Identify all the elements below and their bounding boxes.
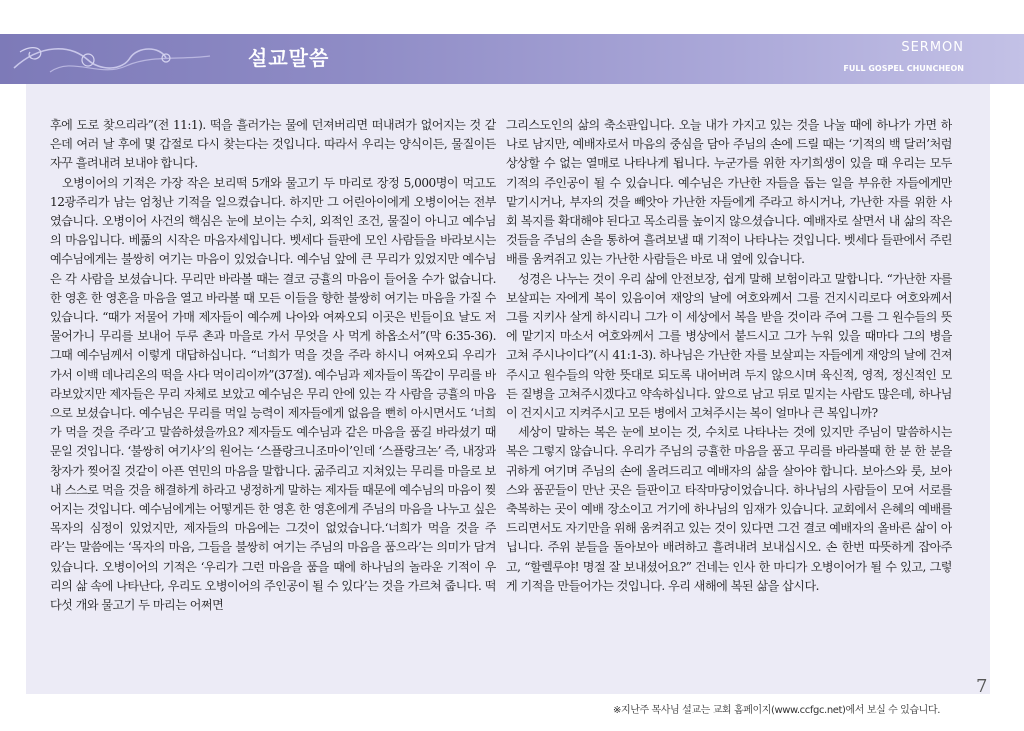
paragraph: 후에 도로 찾으리라”(전 11:1). 떡을 흘러가는 물에 던져버리면 떠내려가 없어지는 것 같은데 여러 날 후에 몇 갑절로 다시 찾는다는 것입니다. 따라서 우리는 양식이든, 물질이든 자꾸 흘려내려 보내야 합니다. <box>50 118 496 171</box>
footnote: ※지난주 목사님 설교는 교회 홈페이지(www.ccfgc.net)에서 보실 수 있습니다. <box>612 705 940 716</box>
right-column <box>506 116 952 596</box>
paragraph: 성경은 나누는 것이 우리 삶에 안전보장, 쉽게 말해 보험이라고 말합니다. “가난한 자를 보살피는 자에게 복이 있음이여 재앙의 날에 여호와께서 그를 건지시리로다 여호와께서 그를 지키사 살게 하시리니 그가 이 세상에서 복을 받을 것이라 주여 그를 그 원수들의 뜻에 맡기지 마소서 여호와께서 그를 병상에서 붙드시고 그가 누워 있을 때마다 그의 병을 고쳐 주시나이다”(시 41:1-3). 하나님은 가난한 자를 보살피는 자들에게 재앙의 날에 건져주시고 원수들의 악한 뜻대로 되도록 내어버려 두지 않으시며 육신적, 영적, 정신적인 모든 질병을 고쳐주시겠다고 약속하십니다. 앞으로 남고 뒤로 밑지는 사람도 많은데, 하나님이 건지시고 지켜주시고 모든 병에서 고쳐주시는 복이 얼마나 큰 복입니까? <box>506 271 952 421</box>
paragraph: 세상이 말하는 복은 눈에 보이는 것, 수치로 나타나는 것에 있지만 주님이 말씀하시는 복은 그렇지 않습니다. 우리가 주님의 긍휼한 마음을 품고 무리를 바라볼때 한 분 한 분을 귀하게 여기며 주님의 손에 올려드리고 예배자의 삶을 살아야 합니다. 보아스와 룻, 보아스와 품꾼들이 만난 곳은 들판이고 타작마당이었습니다. 하나님의 사람들이 모여 서로를 축복하는 곳이 예배 장소이고 거기에 하나님의 임재가 있습니다. 교회에서 은혜의 예배를 드리면서도 자기만을 위해 움켜쥐고 있는 것이 있다면 그건 결코 예배자의 올바른 삶이 아닙니다. 주위 분들을 돌아보아 배려하고 흘려내려 보내십시오. 손 한번 따뜻하게 잡아주고, “할렐루야! 명절 잘 보내셨어요?” 건네는 인사 한 마디가 오병이어가 될 수 있고, 그렇게 기적을 만들어가는 것입니다. 우리 새해에 복된 삶을 삽시다. <box>506 425 952 593</box>
paragraph: 오병이어의 기적은 가장 작은 보리떡 5개와 물고기 두 마리로 장정 5,000명이 먹고도 12광주리가 남는 엄청난 기적을 일으켰습니다. 하지만 그 어린아이에게 오병이어는 전부였습니다. 오병이어 사건의 핵심은 눈에 보이는 수치, 외적인 조건, 물질이 아니고 예수님의 마음입니다. 베풂의 시작은 마음자세입니다. 벳세다 들판에 모인 사람들을 바라보시는 예수님에게는 불쌍히 여기는 마음이 있었습니다. 예수님 앞에 큰 무리가 있었지만 예수님은 각 사람을 보셨습니다. 무리만 바라볼 때는 결코 긍휼의 마음이 들어올 수가 없습니다. 한 영혼 한 영혼을 마음을 열고 바라볼 때 모든 이들을 향한 불쌍히 여기는 마음을 가질 수 있습니다. “때가 저물어 가매 제자들이 예수께 나아와 여짜오되 이곳은 빈들이요 날도 저물어가니 무리를 보내어 두루 촌과 마을로 가서 무엇을 사 먹게 하옵소서”(막 6:35-36). 그때 예수님께서 이렇게 대답하십니다. “너희가 먹을 것을 주라 하시니 여짜오되 우리가 가서 이백 데나리온의 떡을 사다 먹이리이까”(37절). 예수님과 제자들이 똑같이 무리를 바라보았지만 제자들은 무리 자체로 보았고 예수님은 무리 안에 있는 각 사람을 긍휼의 마음으로 보셨습니다. 예수님은 무리를 먹일 능력이 제자들에게 없음을 뻔히 아시면서도 ‘너희가 먹을 것을 주라’고 말씀하셨을까요? 제자들도 예수님과 같은 마음을 품길 바라셨기 때문일 것입니다. ‘불쌍히 여기사’의 원어는 ‘스플랑크니조마이’인데 ‘스플랑크논’ 즉, 내장과 창자가 찢어질 것같이 아픈 연민의 마음을 말합니다. 굶주리고 지쳐있는 무리를 마을로 보내 스스로 먹을 것을 해결하게 하라고 냉정하게 말하는 제자들 때문에 예수님의 마음이 찢어지는 것입니다. 예수님에게는 어떻게든 한 영혼 한 영혼에게 주님의 마음을 나누고 싶은 목자의 심정이 있었지만, 제자들의 마음에는 그것이 없었습니다.‘너희가 먹을 것을 주라’는 말씀에는 ‘목자의 마음, 그들을 불쌍히 여기는 주님의 마음을 품으라’는 의미가 담겨 있습니다. 오병이어의 기적은 ‘우리가 그런 마음을 품을 때에 하나님의 놀라운 기적이 우리의 삶 속에 나타난다, 우리도 오병이어의 주인공이 될 수 있다’는 것을 가르쳐 줍니다. 떡 다섯 개와 물고기 두 마리는 어쩌면 <box>50 175 496 613</box>
church-name: FULL GOSPEL CHUNCHEON <box>843 64 964 73</box>
left-column <box>50 116 496 615</box>
paragraph: 그리스도인의 삶의 축소판입니다. 오늘 내가 가지고 있는 것을 나눌 때에 하나가 가면 하나로 남지만, 예배자로서 마음의 중심을 담아 주님의 손에 드릴 때는 ‘기적의 백 달러’처럼 상상할 수 없는 열매로 나타나게 됩니다. 누군가를 위한 자기희생이 있을 때 우리는 모두 기적의 주인공이 될 수 있습니다. 예수님은 가난한 자들을 돕는 일을 부유한 자들에게만 맡기시거나, 부자의 것을 빼앗아 가난한 자들에게 주라고 하시거나, 가난한 자를 위한 사회 복지를 확대해야 된다고 목소리를 높이지 않으셨습니다. 예배자로 살면서 내 삶의 작은 것들을 주님의 손을 통하여 흘려보낼 때 기적이 나타나는 것입니다. 벳세다 들판에서 주린 배를 움켜쥐고 있는 가난한 사람들은 바로 내 옆에 있습니다. <box>506 118 952 267</box>
page-number: 7 <box>976 676 988 697</box>
section-label: SERMON <box>901 40 964 55</box>
page-title: 설교말씀 <box>248 46 330 70</box>
ornament-swirl-icon <box>10 38 240 82</box>
